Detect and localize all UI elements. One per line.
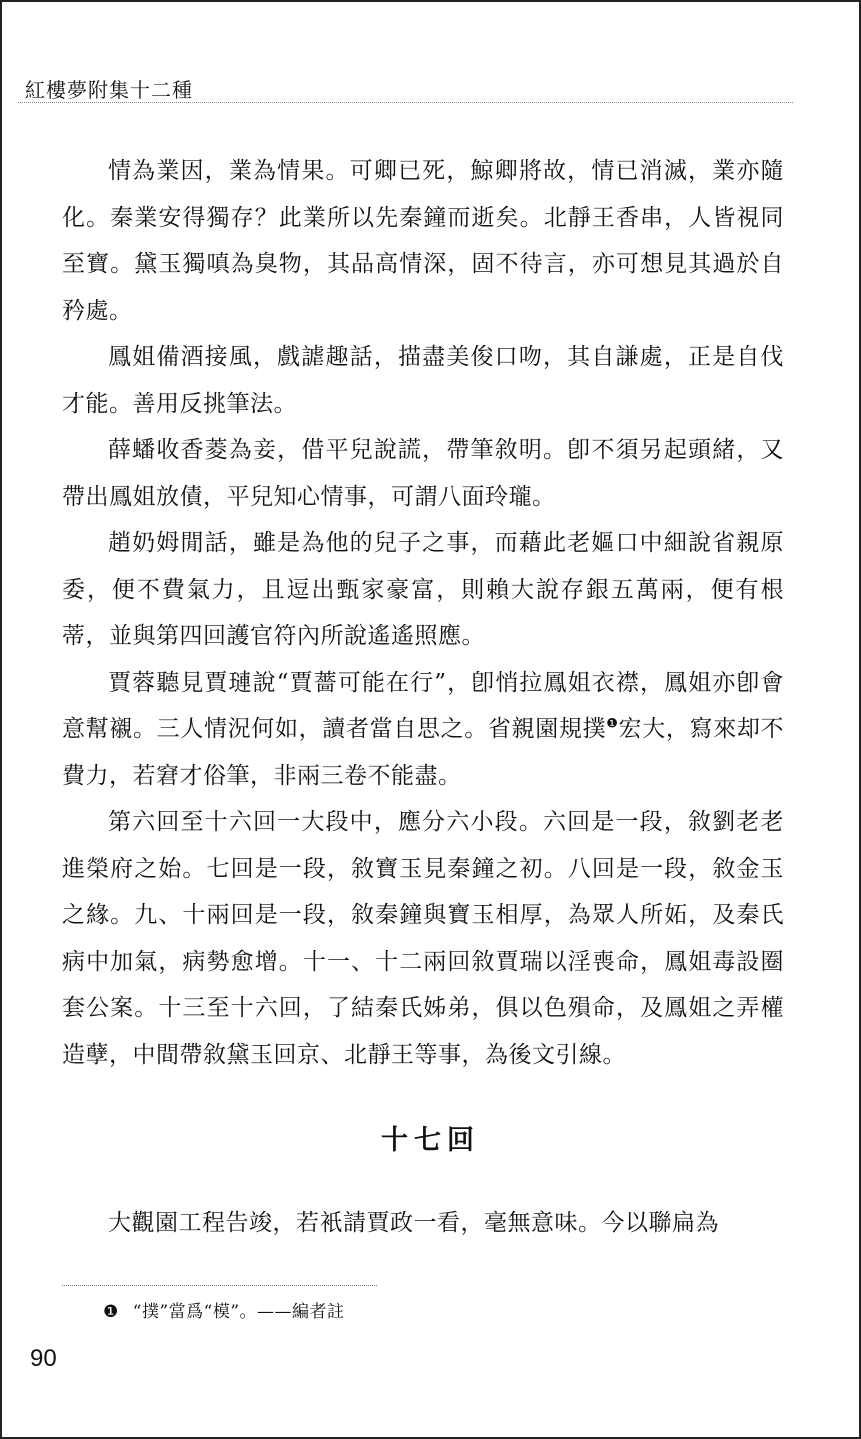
page-number: 90 — [30, 1345, 57, 1372]
chapter-paragraph: 大觀園工程告竣，若衹請賈政一看，毫無意味。今以聯扁為 — [108, 1210, 719, 1236]
footnote-marker: ❶ — [103, 1302, 119, 1322]
footnote-rule — [62, 1285, 377, 1286]
paragraph-5-part-1: 賈蓉聽見賈璉說“賈薔可能在行”，卽悄拉鳳姐衣襟，鳳姐亦卽會意幫襯。三人情況何如，讀者當自思之。省親園規撲 — [62, 669, 784, 742]
paragraph-1: 情為業因，業為情果。可卿已死，鯨卿將故，情已消滅，業亦隨化。秦業安得獨存？此業所以先秦鐘而逝矣。北靜王香串，人皆視同至寶。黛玉獨嗔為臭物，其品高情深，固不待言，亦可想見其過於自矜處。 — [62, 158, 784, 324]
footnote-reference[interactable]: ❶ — [606, 716, 619, 732]
chapter-title: 十七回 — [381, 1125, 480, 1156]
header-rule — [18, 102, 793, 103]
footnote-text: “撲”當爲“模”。——編者註 — [132, 1302, 345, 1322]
footnote — [103, 1297, 345, 1322]
paragraph-3: 薛蟠收香菱為妾，借平兒說謊，帶筆敘明。卽不須另起頭緒，又帶出鳳姐放債，平兒知心情事，可謂八面玲瓏。 — [62, 437, 784, 510]
body-text — [62, 148, 784, 1078]
chapter-body — [62, 1200, 784, 1247]
paragraph-5 — [62, 660, 784, 800]
paragraph-2: 鳳姐備酒接風，戲謔趣話，描盡美俊口吻，其自謙處，正是自伐才能。善用反挑筆法。 — [62, 344, 784, 417]
running-head: 紅樓夢附集十二種 — [25, 78, 193, 102]
paragraph-5-part-2: 宏大，寫來却不費力，若窘才俗筆，非兩三卷不能盡。 — [62, 716, 785, 789]
paragraph-6: 第六回至十六回一大段中，應分六小段。六回是一段，敘劉老老進榮府之始。七回是一段，敘寶玉見秦鐘之初。八回是一段，敘金玉之緣。九、十兩回是一段，敘秦鐘與寶玉相厚，為眾人所妬，及秦氏病中加氣，病勢愈增。十一、十二兩回敘賈瑞以淫喪命，鳳姐毒設圈套公案。十三至十六回，了結秦氏姊弟，俱以色殞命，及鳳姐之弄權造孽，中間帶敘黛玉回京、北靜王等事，為後文引線。 — [62, 809, 784, 1068]
paragraph-4: 趙奶姆閒話，雖是為他的兒子之事，而藉此老嫗口中細說省親原委，便不費氣力，且逗出甄家豪富，則賴大說存銀五萬兩，便有根蒂，並與第四回護官符內所說遙遙照應。 — [62, 530, 784, 649]
